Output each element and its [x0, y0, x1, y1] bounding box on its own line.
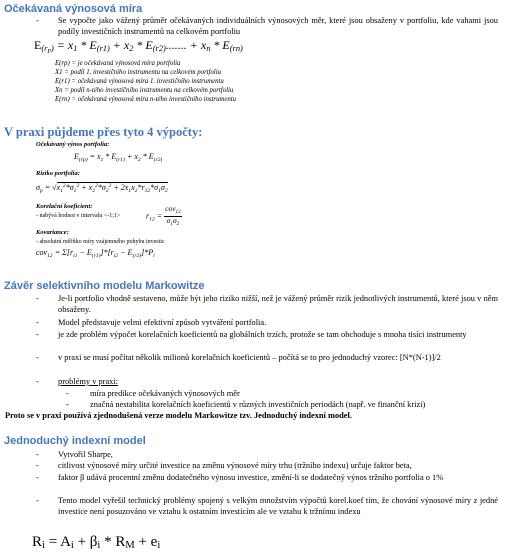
index-model-bullet-1: - Vytvořil Sharpe,: [58, 450, 498, 461]
single-index-formula: $R_i = A_i + \beta_i * R_M + e_i$: [32, 534, 161, 551]
label-correlation-coefficient: Korelační koeficient:: [36, 203, 93, 210]
definition-x1: X1 = podíl 1. investičního instrumentu na celkovém portfoliu: [55, 69, 221, 76]
expected-return-formula: $E_{(r_P)} = x_1 * E_{(r1)} + x_2 * E_{(r2)}$....... + $x_n * E_{(rn)}$: [34, 38, 243, 55]
formula-correlation-coefficient: $r_{12}$ = $\frac{cov_{12}}{\sigma_1\sigma_2}$: [146, 204, 181, 227]
markowitz-subbullet-1: - míra predikce očekávaných výnosových měr: [90, 389, 500, 400]
formula-covariance: $cov_{12} = \Sigma[r_{i1} - E_{(r1)}]*[r_{i2} - E_{(r2)}]*P_i$: [36, 248, 155, 259]
section-title-single-index-model: Jednoduchý indexní model: [4, 435, 146, 447]
definition-er1: E(r1) = očekávaná výnosová míra 1. investičního instrumentu: [55, 78, 224, 85]
section-title-markowitz-conclusion: Závěr selektivního modelu Markowitze: [4, 280, 205, 292]
index-model-bullet-4: - Tento model vyřešil technický problémy spojený s velkým množstvím výpočtů korel.koef tím, že chování výnosové míry z jedné investice není posuzováno ve vztahu k ostatním investicím ale ve vztahu k tržnímu indexu: [58, 496, 498, 517]
markowitz-bullet-3: - je zde problém výpočet korelačních koeficientů na globálních trzích, protože se tam obchoduje s mnoha tisíci instrumenty: [58, 330, 498, 341]
definition-xn: Xn = podíl n-tého investičního instrumentu na celkovém portfoliu: [55, 87, 234, 94]
markowitz-conclusion-line: Proto se v praxi používá zjednodušená verze modelu Markowitze tzv. Jednoduchý indexní model.: [5, 411, 352, 420]
section-title-four-calculations: V praxi půjdeme přes tyto 4 výpočty:: [4, 125, 203, 139]
label-portfolio-risk: Riziko portfolia:: [36, 170, 80, 177]
label-covariance: Kovariance:: [36, 229, 69, 236]
markowitz-bullet-4: - v praxi se musí počítat několik milionů korelačních koeficientů – počítá se to pro jednoduchý vzorec: [N*(N-1)]/2: [58, 353, 498, 364]
label-correlation-interval: - nabývá hodnot v intervalu <-1;1>: [36, 213, 121, 219]
definition-erp: E(rp) = je očekávaná výnosová míra portfolia: [55, 60, 181, 67]
label-covariance-desc: - absolutní měřítko míry vzájemného pohybu investic: [36, 239, 165, 245]
markowitz-subbullet-2: - značná nestabilita korelačních koeficientů v různých investičních periodách (např. ve finanční krizi): [90, 400, 500, 411]
markowitz-bullet-5: - problémy v praxi:: [58, 377, 498, 388]
formula-expected-portfolio-return: $E_{(rp)} = x_1 * E_{(r1)} + x_2 * E_{(r2)}$: [74, 152, 163, 163]
markowitz-bullet-2: - Model představuje velmi efektivní způsob vytváření portfolia.: [58, 318, 498, 329]
markowitz-bullet-1: - Je-li portfolio vhodně sestaveno, může být jeho riziko nižší, než je vážený průměr rizik jednotlivých instrumentů, které jsou v něm obsaženy.: [58, 294, 498, 315]
label-expected-portfolio-return: Očekávaný výnos portfolia:: [36, 141, 110, 148]
index-model-bullet-3: - faktor β udává procentní změnu dodatečného výnosu investice, změní-li se dodatečný výnos tržního portfolia o 1%: [58, 473, 498, 484]
section-title-expected-return: Očekávaná výnosová míra: [4, 3, 143, 15]
definition-ern: E(rn) = očekávaná výnosová míra n-tého investičního instrumentu: [55, 96, 237, 103]
expected-return-bullet: - Se vypočte jako vážený průměr očekávaných individuálních výnosových měr, které jsou obsaženy v portfoliu, kde vahami jsou podíly investičních instrumentů na celkovém portfoliu: [58, 16, 498, 37]
index-model-bullet-2: - citlivost výnosové míry určité investice na změnu výnosové míry trhu (tržního indexu) určuje faktor beta,: [58, 461, 498, 472]
formula-portfolio-risk: $\sigma_p = √x_1^2*\sigma_1^2 + x_2^2*\sigma_2^2 + 2x_1x_2*r_{12}*\sigma_1\sigma_2$: [36, 183, 168, 194]
